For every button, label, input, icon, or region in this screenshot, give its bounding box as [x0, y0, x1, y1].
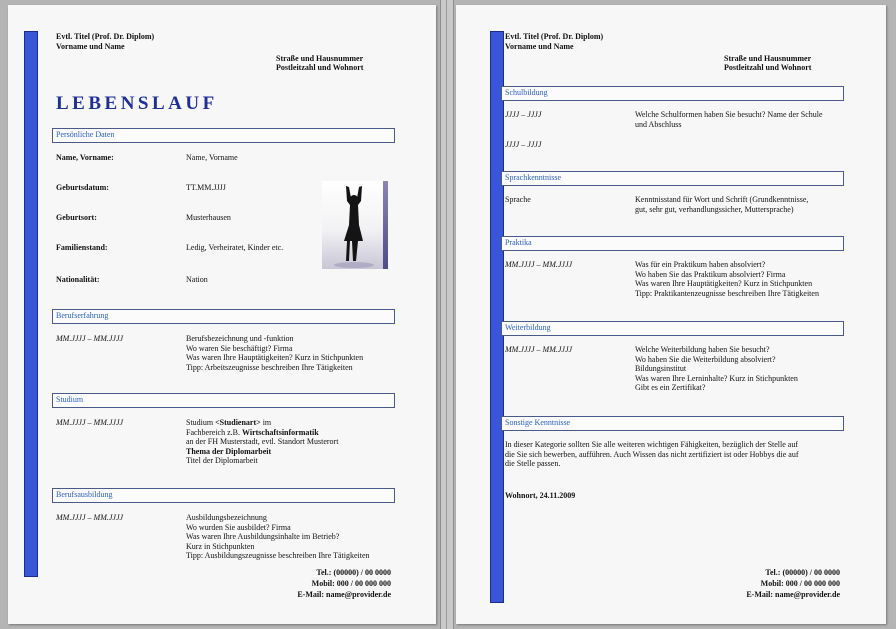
further-training-line: Bildungsinstitut [635, 364, 687, 373]
header-street: Straße und Hausnummer [276, 54, 364, 63]
section-further-training [501, 321, 844, 336]
document-title: LEBENSLAUF [56, 93, 218, 114]
further-training-line: Welche Weiterbildung haben Sie besucht? [635, 345, 770, 354]
section-internships-label: Praktika [505, 238, 532, 247]
contact-email: E-Mail: name@provider.de [746, 590, 840, 599]
study-line-2 [186, 428, 319, 438]
study-prefix: Studium [186, 418, 216, 427]
contact-mobile: Mobil: 000 / 00 000 000 [311, 579, 391, 588]
label-birthplace: Geburtsort: [56, 213, 97, 222]
label-marital: Familienstand: [56, 243, 108, 252]
other-skills-line: die Stelle passen. [505, 459, 561, 468]
work-line: Wo waren Sie beschäftigt? Firma [186, 343, 293, 353]
section-further-training-label: Weiterbildung [505, 323, 551, 332]
study-date: MM.JJJJ – MM.JJJJ [56, 418, 124, 427]
study-line-1 [186, 418, 271, 428]
language-label: Sprache [505, 195, 531, 204]
training-line: Was waren Ihre Ausbildungsinhalte im Betrieb? [186, 532, 340, 541]
section-languages [501, 171, 844, 186]
header-city: Postleitzahl und Wohnort [276, 63, 364, 72]
further-training-line: Was waren Ihre Lerninhalte? Kurz in Stichpunkten [635, 373, 798, 383]
section-training [52, 488, 395, 503]
internship-date: MM.JJJJ – MM.JJJJ [505, 260, 573, 269]
further-training-line: Wo haben Sie die Weiterbildung absolviert? [635, 354, 776, 364]
section-internships [501, 236, 844, 251]
value-nationality: Nation [186, 275, 208, 284]
section-other-skills-label: Sonstige Kenntnisse [505, 418, 571, 427]
contact-phone: Tel.: (00000) / 00 0000 [316, 568, 391, 577]
training-line: Kurz in Stichpunkten [186, 541, 255, 551]
section-school [501, 86, 844, 101]
study-line-3: an der FH Musterstadt, evtl. Standort Musterort [186, 437, 339, 446]
contact-email: E-Mail: name@provider.de [297, 590, 391, 599]
section-languages-label: Sprachkenntnisse [505, 173, 561, 182]
school-line: Welche Schulformen haben Sie besucht? Name der Schule [635, 110, 823, 119]
resume-page-2 [456, 5, 886, 624]
training-line: Wo wurden Sie ausbildet? Firma [186, 522, 291, 532]
section-training-label: Berufsausbildung [56, 490, 113, 499]
work-line: Was waren Ihre Hauptätigkeiten? Kurz in Stichpunkten [186, 353, 364, 362]
person-silhouette-icon [322, 181, 388, 269]
value-birthdate: TT.MM.JJJJ [186, 183, 226, 192]
study-line-4: Thema der Diplomarbeit [186, 446, 272, 456]
value-birthplace: Musterhausen [186, 213, 231, 222]
study-faculty-prefix: Fachbereich z.B. [186, 427, 242, 437]
gutter-line [446, 0, 447, 629]
language-line: Kenntnisstand für Wort und Schrift (Grundkenntnisse, [635, 195, 809, 204]
header-city: Postleitzahl und Wohnort [724, 63, 812, 72]
internship-line: Was waren Ihre Hauptätigkeiten? Kurz in Stichpunkten [635, 279, 813, 288]
study-line-5: Titel der Diplomarbeit [186, 456, 258, 465]
training-line: Tipp: Ausbildungszeugnisse beschreiben Ihre Tätigkeiten [186, 551, 370, 560]
other-skills-line: In dieser Kategorie sollten Sie alle weiteren wichtigen Fähigkeiten, bezüglich der Stelle auf [505, 440, 799, 449]
contact-phone: Tel.: (00000) / 00 0000 [765, 568, 840, 577]
label-nationality: Nationalität: [56, 275, 100, 284]
section-other-skills [501, 416, 844, 431]
section-study-label: Studium [56, 395, 84, 404]
further-training-line: Gibt es ein Zertifikat? [635, 383, 706, 392]
study-suffix: im [260, 418, 272, 427]
label-name: Name, Vorname: [56, 153, 114, 162]
header-title-line: Evtl. Titel (Prof. Dr. Diplom) [56, 32, 155, 41]
study-type: <Studienart> [215, 418, 261, 427]
school-date: JJJJ – JJJJ [505, 140, 542, 149]
header-name-line: Vorname und Name [56, 42, 125, 51]
value-name: Name, Vorname [186, 153, 238, 162]
contact-mobile: Mobil: 000 / 00 000 000 [760, 579, 840, 588]
language-line: gut, sehr gut, verhandlungssicher, Muttersprache) [635, 204, 794, 214]
profile-photo [322, 181, 388, 269]
school-date: JJJJ – JJJJ [505, 110, 542, 119]
header-title-line: Evtl. Titel (Prof. Dr. Diplom) [505, 32, 604, 41]
label-birthdate: Geburtsdatum: [56, 183, 109, 192]
accent-bar [24, 31, 38, 577]
school-line: und Abschluss [635, 119, 682, 129]
value-marital: Ledig, Verheiratet, Kinder etc. [186, 243, 284, 252]
header-name-line: Vorname und Name [505, 42, 574, 51]
internship-line: Was für ein Praktikum haben absolviert? [635, 260, 766, 269]
work-line: Tipp: Arbeitszeugnisse beschreiben Ihre Tätigkeiten [186, 362, 353, 372]
training-line: Ausbildungsbezeichnung [186, 513, 267, 522]
resume-page-1 [8, 5, 436, 624]
study-faculty: Wirtschaftsinformatik [241, 427, 319, 437]
work-line: Berufsbezeichnung und -funktion [186, 334, 294, 343]
section-personal [52, 128, 395, 143]
header-street: Straße und Hausnummer [724, 54, 812, 63]
other-skills-line: die Sie sich bewerben, aufführen. Auch Wissen das nicht zertifiziert ist oder Hobbys die auf [505, 449, 799, 459]
section-study [52, 393, 395, 408]
work-date: MM.JJJJ – MM.JJJJ [56, 334, 124, 343]
section-personal-label: Persönliche Daten [56, 130, 115, 139]
accent-bar [490, 31, 504, 603]
section-school-label: Schulbildung [505, 88, 548, 97]
internship-line: Wo haben Sie das Praktikum absolviert? Firma [635, 269, 786, 279]
section-work [52, 309, 395, 324]
internship-line: Tipp: Praktikantenzeugnisse beschreiben Ihre Tätigkeiten [635, 288, 819, 298]
training-date: MM.JJJJ – MM.JJJJ [56, 513, 124, 522]
place-date: Wohnort, 24.11.2009 [505, 491, 576, 500]
section-work-label: Berufserfahrung [56, 311, 109, 320]
page-gutter [440, 0, 454, 629]
further-training-date: MM.JJJJ – MM.JJJJ [505, 345, 573, 354]
